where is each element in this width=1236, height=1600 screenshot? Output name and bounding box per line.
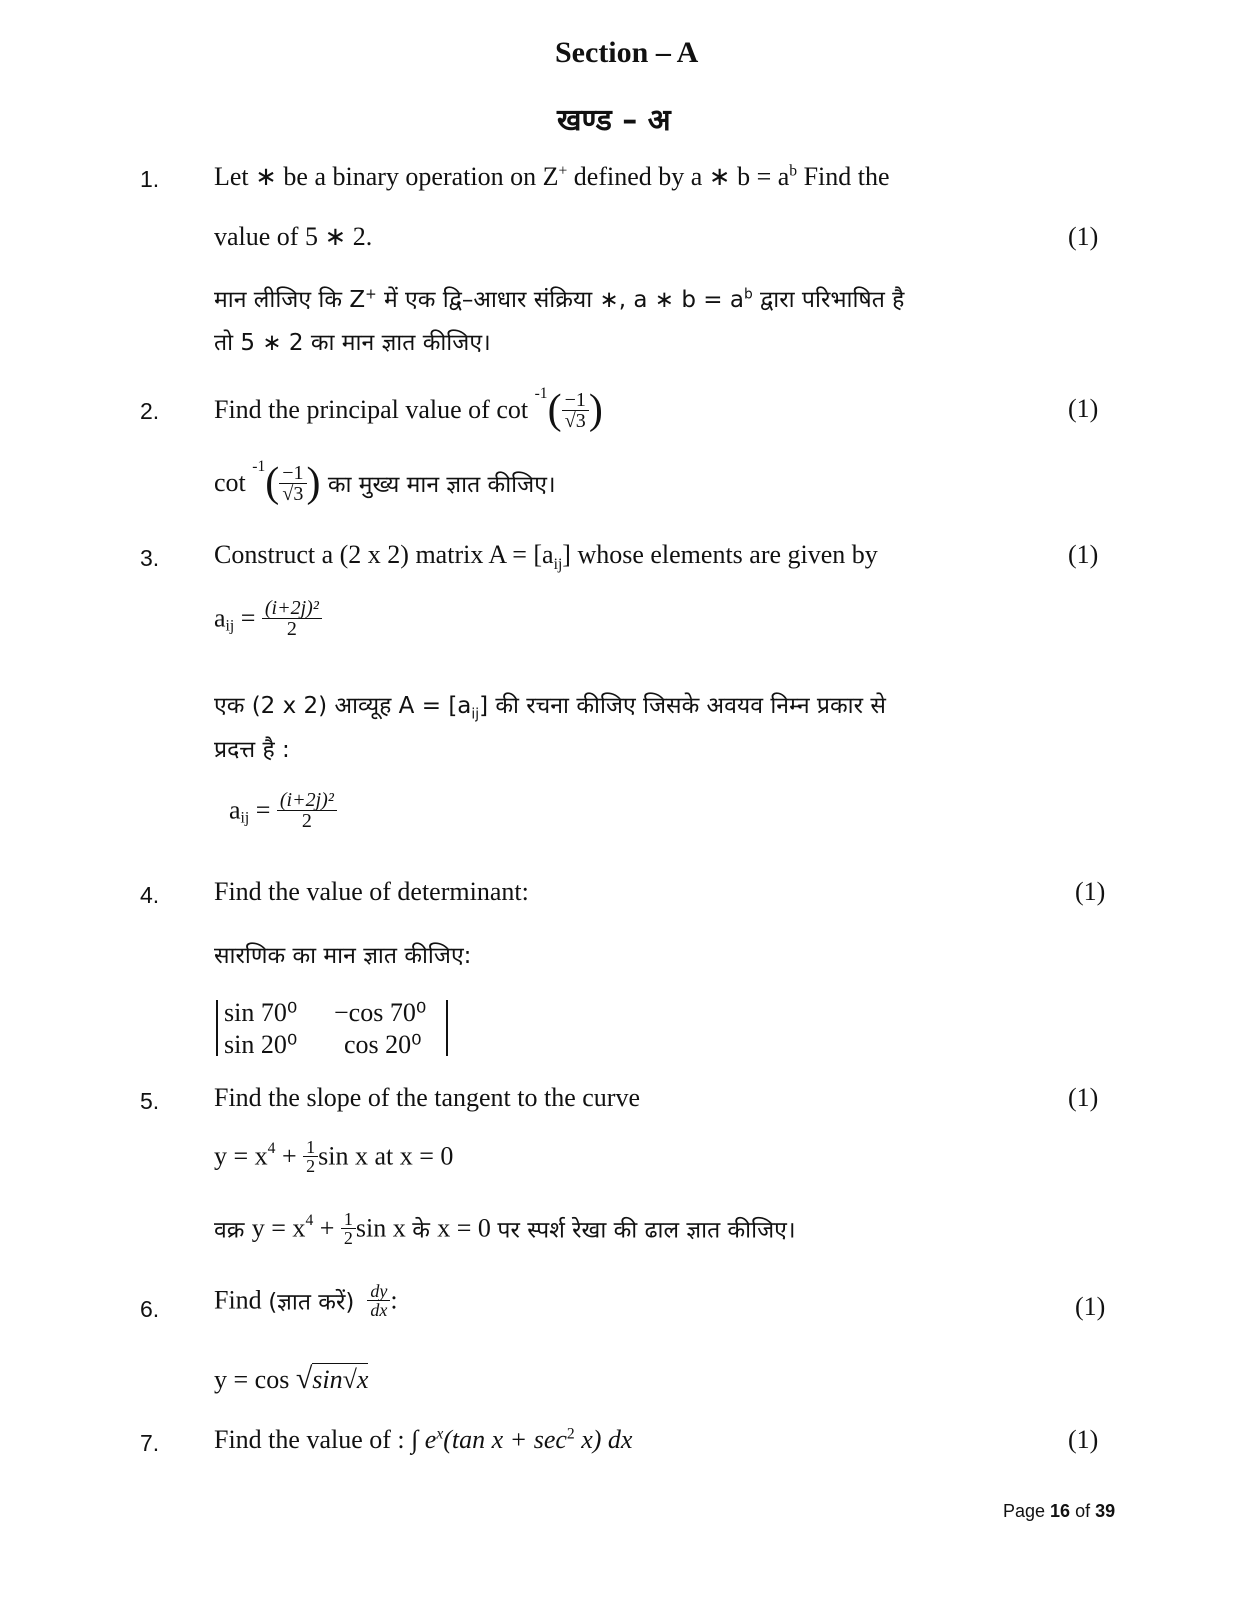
- question-number: 4.: [140, 882, 160, 908]
- question-text: Let ∗ be a binary operation on Z+ defined by a ∗ $b = a^b$ Find the: [214, 162, 890, 191]
- formula: $a_{ij}$ = $\frac{\text{(i+2j)²}}{2}$: [214, 598, 322, 639]
- question-hindi-text-line2: प्रदत्त है :: [214, 737, 290, 763]
- question-hindi-text: एक (2 x 2) आव्यूह $A = [a_{ij}]$ की रचना कीजिए जिसके अवयव निम्न प्रकार से: [214, 693, 886, 723]
- page-number: Page 16 of 39: [1003, 1501, 1116, 1521]
- marks-label: (1): [1075, 877, 1106, 906]
- det-cell: sin 70⁰: [224, 998, 298, 1027]
- det-cell: −cos 70⁰: [334, 998, 427, 1027]
- marks-label: (1): [1068, 1083, 1099, 1112]
- marks-label: (1): [1068, 1425, 1099, 1454]
- section-title: Section – A: [555, 36, 699, 69]
- formula: $a_{ij}$ = $\frac{\text{(i+2j)²}}{2}$: [229, 790, 337, 831]
- question-text: Find (ज्ञात करें) $\frac{dy}{dx}$ :: [214, 1281, 398, 1320]
- question-text-line2: value of 5 ∗ 2.: [214, 222, 373, 251]
- question-text: Construct a (2 x 2) matrix $A = [a_{ij}]$ whose elements are given by: [214, 540, 878, 574]
- question-text: Find the principal value of cot $^{-1}$( $\frac{-1}{√3}$ ): [214, 385, 603, 434]
- det-cell: sin 20⁰: [224, 1030, 298, 1059]
- question-hindi-text-line2: तो 5 ∗ 2 का मान ज्ञात कीजिए।: [214, 330, 491, 356]
- question-text: Find the slope of the tangent to the curve: [214, 1083, 641, 1112]
- question-hindi-text: वक्र $y = x^4$ + $\frac{1}{2}$ sin x के x = 0 पर स्पर्श रेखा की ढाल ज्ञात कीजिए।: [214, 1209, 796, 1248]
- question-text: Find the value of : ∫ $e^x(\tan$ $x + \sec^2 x$) dx: [214, 1425, 633, 1454]
- question-number: 1.: [140, 166, 160, 192]
- section-hindi-title: खण्ड – अ: [557, 103, 671, 138]
- marks-label: (1): [1068, 540, 1099, 569]
- question-text: Find the value of determinant:: [214, 877, 529, 906]
- question-number: 3.: [140, 545, 160, 571]
- question-hindi-text: मान लीजिए कि Z+ में एक द्वि–आधार संक्रिया ∗, a ∗ $b = a^b$ द्वारा परिभाषित है: [214, 286, 905, 313]
- marks-label: (1): [1068, 394, 1099, 423]
- question-hindi-text: cot $^{-1}$( $\frac{-1}{√3}$ ) का मुख्य मान ज्ञात कीजिए।: [214, 458, 556, 507]
- question-number: 7.: [140, 1430, 160, 1456]
- formula: $y = x^4$ + $\frac{1}{2}$ sin x at x = 0: [214, 1137, 454, 1176]
- det-cell: cos 20⁰: [344, 1030, 422, 1059]
- determinant: [216, 998, 448, 1059]
- formula: y = cos √sin√x: [214, 1362, 369, 1395]
- question-hindi-text: सारणिक का मान ज्ञात कीजिए:: [214, 943, 472, 969]
- marks-label: (1): [1075, 1292, 1106, 1321]
- question-number: 6.: [140, 1296, 160, 1322]
- marks-label: (1): [1068, 222, 1099, 251]
- question-number: 5.: [140, 1088, 160, 1114]
- question-number: 2.: [140, 398, 160, 424]
